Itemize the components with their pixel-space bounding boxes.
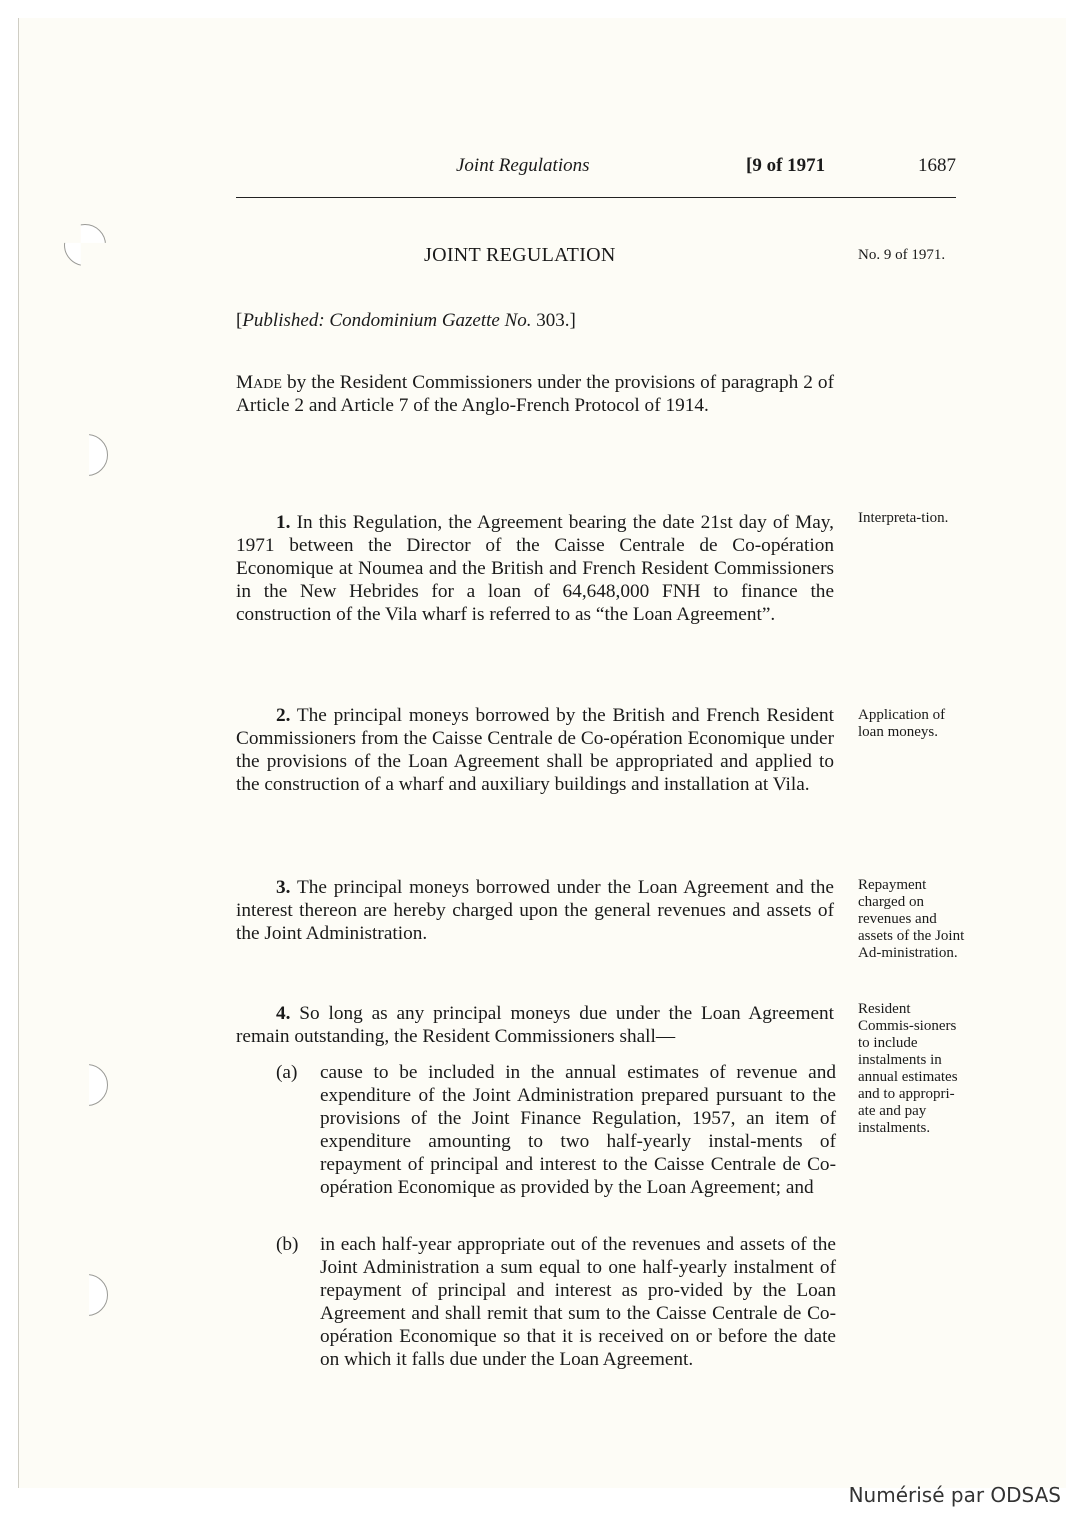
section-4-number: 4.	[276, 1003, 291, 1024]
published-number: 303.	[536, 310, 570, 331]
header-title: Joint Regulations	[456, 155, 590, 176]
preamble-text: by the Resident Commissioners under the provisions of paragraph 2 of Article 2 and Article 7 of the Anglo-French Protocol of 1914.	[236, 372, 834, 416]
punch-hole-2	[66, 434, 108, 476]
section-2-number: 2.	[276, 705, 291, 726]
section-2	[236, 704, 834, 796]
punch-hole-4	[66, 1274, 108, 1316]
section-1-number: 1.	[276, 512, 291, 533]
side-note-resident-commissioners: Resident Commis-sioners to include instalments in annual estimates and to appropri-ate and pay instalments.	[858, 1001, 958, 1136]
section-4-text: So long as any principal moneys due under the Loan Agreement remain outstanding, the Resident Commissioners shall—	[236, 1003, 834, 1047]
digitization-credit: Numérisé par ODSAS	[848, 1483, 1061, 1507]
publication-note: [Published: Condominium Gazette No. 303.]	[236, 310, 576, 331]
item-b-text: in each half-year appropriate out of the revenues and assets of the Joint Administration a sum equal to one half-yearly instalment of repayment of principal and interest as pro-vided by the Loan Agreement and shall remit that sum to the Caisse Centrale de Co-opération Economique so that it is received on or before the date on which it falls due under the Loan Agreement.	[320, 1234, 836, 1370]
section-2-text: The principal moneys borrowed by the British and French Resident Commissioners from the Caisse Centrale de Co-opération Economique under the provisions of the Loan Agreement shall be appropriated and applied to the construction of a wharf and auxiliary buildings and installation at Vila.	[236, 705, 834, 795]
item-a-text: cause to be included in the annual estimates of revenue and expenditure of the Joint Administration prepared pursuant to the provisions of the Joint Finance Regulation, 1957, an item of expenditure amounting to two half-yearly instal-ments of repayment of principal and interest to the Caisse Centrale de Co-opération Economique as provided by the Loan Agreement; and	[320, 1062, 836, 1198]
item-a-label: (a)	[276, 1062, 298, 1083]
header-regulation-number: [9 of 1971	[746, 155, 826, 176]
punch-hole-1	[64, 224, 106, 266]
section-3-text: The principal moneys borrowed under the Loan Agreement and the interest thereon are hereby charged upon the general revenues and assets of the Joint Administration.	[236, 877, 834, 944]
section-4	[236, 1002, 834, 1048]
item-b-label: (b)	[276, 1234, 299, 1255]
preamble-made: Made	[236, 372, 282, 393]
punch-hole-3	[66, 1064, 108, 1106]
side-note-regulation-number: No. 9 of 1971.	[858, 247, 946, 263]
header-rule	[236, 197, 956, 198]
regulation-title: JOINT REGULATION	[424, 244, 616, 266]
side-note-repayment: Repayment charged on revenues and assets of the Joint Ad-ministration.	[858, 877, 965, 961]
side-note-interpretation: Interpreta-tion.	[858, 510, 949, 526]
header-page-number: 1687	[918, 155, 956, 176]
section-3	[236, 876, 834, 945]
section-1-text: In this Regulation, the Agreement bearing the date 21st day of May, 1971 between the Director of the Caisse Centrale de Co-opération Economique at Noumea and the British and French Resident Commissioners in the New Hebrides for a loan of 64,648,000 FNH to finance the construction of the Vila wharf is referred to as “the Loan Agreement”.	[236, 512, 834, 625]
section-3-number: 3.	[276, 877, 291, 898]
side-note-application: Application of loan moneys.	[858, 707, 946, 740]
section-1	[236, 511, 834, 626]
preamble	[236, 371, 834, 417]
published-label: Published: Condominium Gazette No.	[242, 310, 532, 331]
